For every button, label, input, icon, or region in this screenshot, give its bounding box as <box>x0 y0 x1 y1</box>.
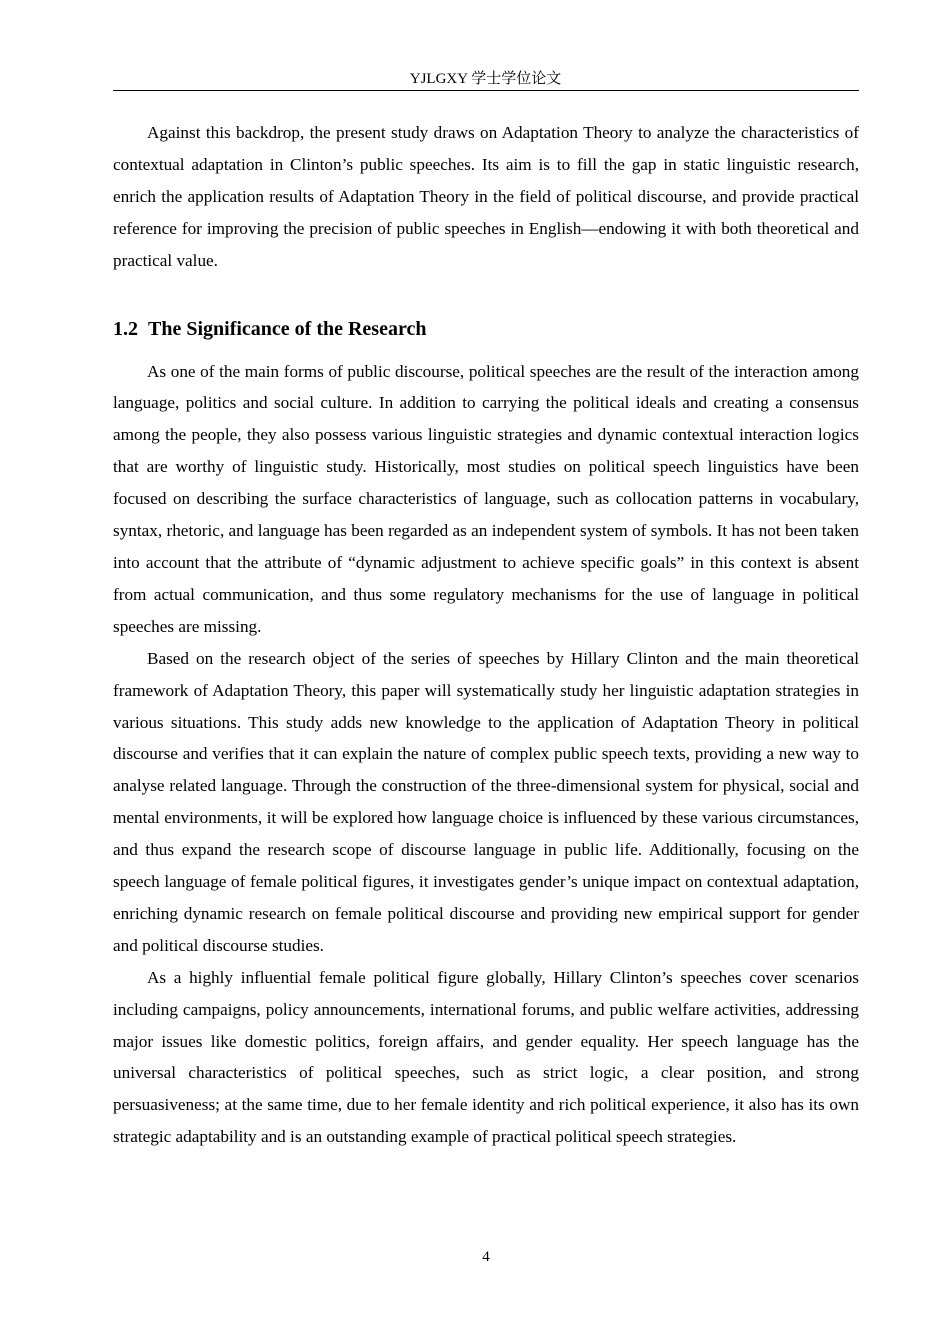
body-paragraph-3: As a highly influential female political figure globally, Hillary Clinton’s speeches cover scenarios including campaigns, policy announcements, international forums, and public welfare activities, addressing major issues like domestic politics, foreign affairs, and gender equality. Her speech language has the universal characteristics of political speeches, such as strict logic, a clear position, and strong persuasiveness; at the same time, due to her female identity and rich political experience, it also has its own strategic adaptability and is an outstanding example of practical political speech strategies. <box>113 967 859 1147</box>
section-title: The Significance of the Research <box>148 317 427 340</box>
body-paragraph-2: Based on the research object of the series of speeches by Hillary Clinton and the main theoretical framework of Adaptation Theory, this paper will systematically study her linguistic adaptation strategies in various situations. This study adds new knowledge to the application of Adaptation Theory in political discourse and verifies that it can explain the nature of complex public speech texts, providing a new way to analyse related language. Through the construction of the three-dimensional system for physical, social and mental environments, it will be explored how language choice is influenced by these various circumstances, and thus expand the research scope of discourse language in public life. Additionally, focusing on the speech language of female political figures, it investigates gender’s unique impact on contextual adaptation, enriching dynamic research on female political discourse and providing new empirical support for gender and political discourse studies. <box>113 648 859 955</box>
body-text <box>113 117 859 1153</box>
page-number: 4 <box>482 1249 490 1265</box>
body-paragraph-1: As one of the main forms of public discourse, political speeches are the result of the interaction among language, politics and social culture. In addition to carrying the political ideals and creating a consensus among the people, they also possess various linguistic strategies and dynamic contextual interaction logics that are worthy of linguistic study. Historically, most studies on political speech linguistics have been focused on describing the surface characteristics of language, such as collocation patterns in vocabulary, syntax, rhetoric, and language has been regarded as an independent system of symbols. It has not been taken into account that the attribute of “dynamic adjustment to achieve specific goals” in this context is absent from actual communication, and thus some regulatory mechanisms for the use of language in political speeches are missing. <box>113 361 859 636</box>
section-heading <box>113 314 859 344</box>
running-header: YJLGXY 学士学位论文 <box>409 71 562 87</box>
intro-paragraph: Against this backdrop, the present study draws on Adaptation Theory to analyze the characteristics of contextual adaptation in Clinton’s public speeches. Its aim is to fill the gap in static linguistic research, enrich the application results of Adaptation Theory in the field of political discourse, and provide practical reference for improving the precision of public speeches in English—endowing it with both theoretical and practical value. <box>113 123 859 270</box>
header-rule <box>113 90 859 91</box>
section-number: 1.2 <box>113 317 138 340</box>
